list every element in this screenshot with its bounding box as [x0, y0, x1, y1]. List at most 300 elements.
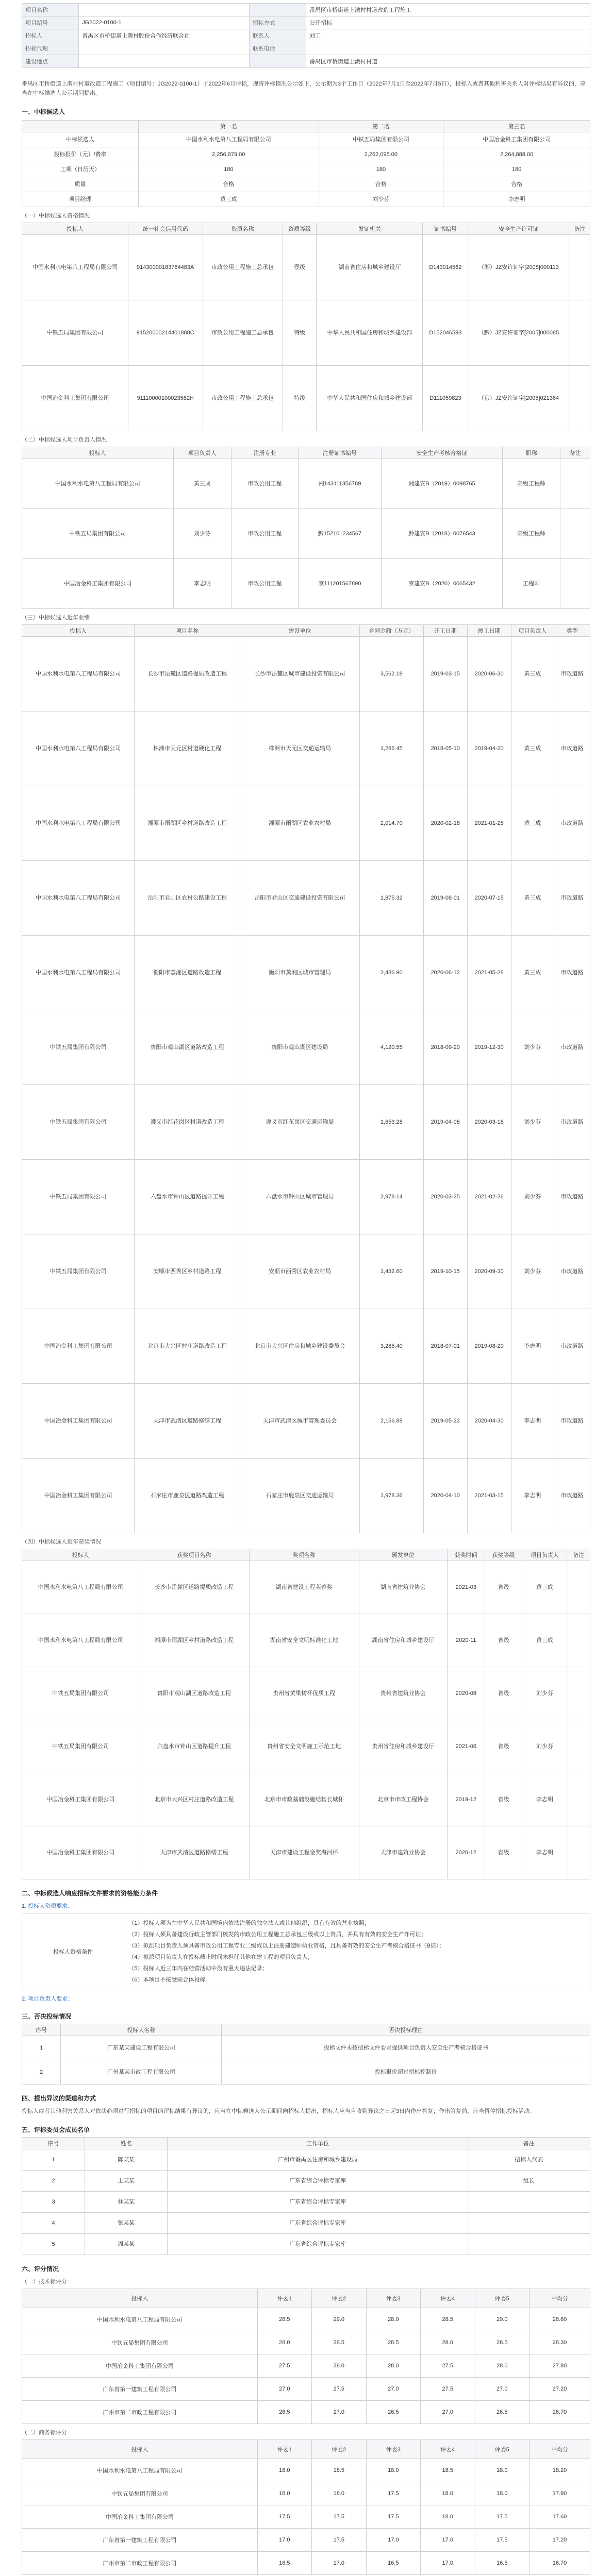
column-header: 证书编号 [423, 223, 468, 235]
table-cell: 李志明 [511, 1459, 554, 1533]
table-row [22, 1826, 590, 1879]
column-header: 否决投标理由 [222, 2024, 590, 2036]
table-cell: 岳阳市君山区农村公路建设工程 [135, 861, 240, 936]
table-cell: 28.0 [421, 2331, 475, 2354]
table-cell: 中国冶金科工集团有限公司 [22, 2505, 258, 2529]
table-cell: 180 [443, 162, 590, 177]
section-subtitle: （二）中标候选人项目负责人情况 [22, 437, 107, 443]
table-row [22, 2354, 590, 2378]
table-cell: 17.0 [366, 2529, 420, 2552]
table-cell: 广东省综合评标专家库 [168, 2192, 468, 2213]
table-row [22, 2529, 590, 2552]
table-cell: 28.5 [366, 2331, 420, 2354]
column-header: 资质名称 [203, 223, 283, 235]
header-row [22, 55, 590, 68]
header-value [79, 4, 250, 16]
table-cell: 28.0 [312, 2354, 366, 2378]
table-cell: 18.5 [312, 2459, 366, 2482]
table-row [22, 711, 590, 786]
table-header-row [22, 2138, 590, 2149]
table-cell: 91110000100023582H [128, 366, 203, 431]
table-cell: 省级 [485, 1720, 522, 1773]
table-row [22, 2060, 590, 2084]
table-cell: 27.5 [257, 2354, 311, 2378]
table-cell: 28.60 [529, 2308, 590, 2331]
table-header-row [22, 447, 590, 459]
performance-table [22, 624, 590, 1533]
table-cell: 天津市建设工程金奖海河杯 [249, 1826, 359, 1879]
qual-item: （2）投标人须具备建设行政主管部门核发的市政公用工程施工总承包三级或以上资质，并具有有效的安全生产许可证； [128, 1931, 427, 1938]
table-cell: 贵州省住房和城乡建设厅 [359, 1720, 447, 1773]
table-cell: D152046593 [423, 300, 468, 366]
table-header-row [22, 2024, 590, 2036]
qual-item: （5）投标人近三年内在经营活动中没有重大违法记录； [128, 1965, 268, 1972]
column-header: 评委1 [257, 2440, 311, 2459]
table-cell: 2019-04-08 [423, 1085, 467, 1160]
table-cell: （京）JZ安许证字[2005]021364 [468, 366, 569, 431]
table-cell: 2020-07-15 [467, 861, 511, 936]
table-cell: 中铁五局集团有限公司 [22, 1720, 139, 1773]
table-cell: 市政道路 [554, 1234, 590, 1309]
table-cell: 投标文件未按招标文件要求提供项目负责人安全生产考核合格证书 [222, 2036, 590, 2060]
column-header: 合同金额（万元） [359, 625, 423, 637]
table-cell: 省级 [485, 1561, 522, 1614]
table-cell: 湘143111356789 [299, 459, 382, 509]
column-header: 评委2 [312, 2440, 366, 2459]
committee-table [22, 2137, 590, 2255]
table-cell: 2021-02-26 [467, 1160, 511, 1234]
qual-text-items [124, 1913, 590, 1990]
table-cell: 中铁五局集团有限公司 [22, 2331, 258, 2354]
table-row [22, 637, 590, 711]
table-cell: 2019-08-20 [467, 1309, 511, 1384]
table-cell: 2020-12 [447, 1826, 485, 1879]
table-cell: 市政公用工程施工总承包 [203, 235, 283, 300]
table-row [22, 2149, 590, 2171]
table-cell: 180 [319, 162, 443, 177]
column-header: 评委4 [421, 2440, 475, 2459]
table-cell: 28.30 [529, 2331, 590, 2354]
table-cell: 广东省综合评标专家库 [168, 2213, 468, 2234]
table-row [22, 235, 590, 300]
table-cell: 黄三成 [522, 1561, 567, 1614]
table-cell: 张某某 [85, 2213, 168, 2234]
table-cell [560, 509, 590, 559]
table-cell: 市政道路 [554, 1309, 590, 1384]
table-cell: 2021-03-15 [467, 1459, 511, 1533]
table-cell [567, 1773, 590, 1826]
table-cell: 市政道路 [554, 786, 590, 861]
table-row [22, 300, 590, 366]
table-cell [468, 2213, 590, 2234]
table-cell: 91430000183764483A [128, 235, 203, 300]
table-cell: 李志明 [443, 192, 590, 207]
table-cell: 27.5 [312, 2378, 366, 2401]
candidates-table [22, 120, 590, 207]
header-value [306, 42, 590, 55]
table-cell: 28.0 [475, 2354, 529, 2378]
table-cell: 周某某 [85, 2234, 168, 2255]
table-cell: 北京市市政基础设施结构长城杯 [249, 1773, 359, 1826]
table-cell: 六盘水市钟山区道路提升工程 [135, 1160, 240, 1234]
header-label: 招标代理 [22, 42, 79, 55]
table-cell: 广东省综合评标专家库 [168, 2171, 468, 2192]
qual-item: （4）拟派项目负责人在投标截止时间未担任其他在建工程的项目负责人； [128, 1954, 313, 1960]
table-cell: 黄三成 [511, 936, 554, 1010]
table-cell: 合格 [138, 177, 319, 192]
table-row [22, 366, 590, 431]
table-cell: 18.0 [421, 2505, 475, 2529]
table-row [22, 162, 590, 177]
table-cell: 中铁五局集团有限公司 [22, 1234, 135, 1309]
table-cell: 刘少芬 [511, 1010, 554, 1085]
table-row [22, 559, 590, 609]
column-header: 序号 [22, 2024, 61, 2036]
table-cell: 高级工程师 [503, 459, 560, 509]
column-header: 安全生产许可证 [468, 223, 569, 235]
table-cell: 18.0 [475, 2482, 529, 2505]
table-cell: 广州市番禺区住房和城乡建设局 [168, 2149, 468, 2171]
table-cell: 黄三成 [511, 786, 554, 861]
table-cell [468, 2192, 590, 2213]
table-header-row [22, 223, 590, 235]
table-cell: 18.0 [475, 2459, 529, 2482]
table-cell: 27.20 [529, 2378, 590, 2401]
table-cell: 黄三成 [522, 1614, 567, 1667]
table-cell: 中铁五局集团有限公司 [319, 132, 443, 147]
table-cell: 陈某某 [85, 2149, 168, 2171]
table-cell [560, 559, 590, 609]
table-row [22, 1234, 590, 1309]
table-cell [567, 1826, 590, 1879]
table-cell: 省级 [485, 1826, 522, 1879]
table-row [22, 1720, 590, 1773]
table-cell: 市政道路 [554, 936, 590, 1010]
table-cell: 贵阳市观山湖区建设局 [240, 1010, 360, 1085]
header-value: 番禺区市桥街道上漖村村道 [306, 55, 590, 68]
table-cell: 黄三成 [511, 637, 554, 711]
table-cell: 湖南省住房和城乡建设厅 [317, 235, 423, 300]
column-header [22, 121, 139, 132]
table-cell: 26.5 [366, 2401, 420, 2424]
table-cell: 湖南省安全文明标准化工地 [249, 1614, 359, 1667]
table-cell: 安顺市西秀区乡村道路工程 [135, 1234, 240, 1309]
table-cell: 湘潭市雨湖区农业农村局 [240, 786, 360, 861]
table-cell: 中国冶金科工集团有限公司 [22, 2354, 258, 2378]
table-cell: 遵义市红花岗区村道改造工程 [135, 1085, 240, 1160]
column-header: 统一社会信用代码 [128, 223, 203, 235]
header-value: 番禺区市桥街道上漖村村道改造工程施工 [306, 4, 590, 16]
table-cell: 16.5 [257, 2552, 311, 2575]
table-cell: 2020-03-25 [423, 1160, 467, 1234]
table-cell: 中国水利水电第八工程局有限公司 [22, 637, 135, 711]
table-row [22, 2308, 590, 2331]
column-header: 第二名 [319, 121, 443, 132]
table-cell: 广东省第一建筑工程有限公司 [22, 2378, 258, 2401]
table-cell: 1 [22, 2036, 61, 2060]
table-cell: 18.5 [421, 2459, 475, 2482]
table-cell: 市政公用工程施工总承包 [203, 366, 283, 431]
table-row [22, 2459, 590, 2482]
table-cell: （黔）JZ安许证字[2005]000085 [468, 300, 569, 366]
table-cell: 中国水利水电第八工程局有限公司 [22, 786, 135, 861]
table-row [22, 1561, 590, 1614]
table-cell: 市政道路 [554, 1384, 590, 1459]
table-cell: 省级 [485, 1773, 522, 1826]
header-label: 项目名称 [22, 4, 79, 16]
table-cell: 投标报价超过招标控制价 [222, 2060, 590, 2084]
table-cell: 2019-04-20 [467, 711, 511, 786]
column-header: 评委2 [312, 2289, 366, 2308]
qual-item: （1）投标人须为在中华人民共和国境内依法注册的独立法人或其他组织，具有有效的营业执照； [128, 1920, 370, 1926]
table-cell: 长沙市岳麓区道路提质改造工程 [135, 637, 240, 711]
table-cell: 贵州省黄果树杯优质工程 [249, 1667, 359, 1720]
column-header: 评委3 [366, 2440, 420, 2459]
table-cell: 27.5 [421, 2354, 475, 2378]
table-cell: 李志明 [511, 1309, 554, 1384]
table-cell: 中国水利水电第八工程局有限公司 [22, 1614, 139, 1667]
section-title: 四、提出异议的渠道和方式 [22, 2095, 96, 2102]
table-cell: 高级工程师 [503, 509, 560, 559]
column-header: 评委5 [475, 2289, 529, 2308]
column-header: 第三名 [443, 121, 590, 132]
table-cell: 1,978.36 [359, 1459, 423, 1533]
table-row [22, 2213, 590, 2234]
table-header-row [22, 2289, 590, 2308]
table-cell: 湘建安B（2019）0098765 [381, 459, 502, 509]
column-header: 评委3 [366, 2289, 420, 2308]
section-subtitle: （三）中标候选人近年业绩 [22, 615, 90, 621]
score-table [22, 2439, 590, 2575]
table-cell: 2019-05-22 [423, 1384, 467, 1459]
table-cell: 1,432.60 [359, 1234, 423, 1309]
table-cell: 省级 [485, 1667, 522, 1720]
table-cell: 株洲市天元区交通运输局 [240, 711, 360, 786]
table-cell: 质量 [22, 177, 139, 192]
column-header: 平均分 [529, 2440, 590, 2459]
objection-text: 投标人或者其他利害关系人对依法必须进行招标的项目的评标结果有异议的，应当在中标候选人公示期间向招标人提出，招标人应当自收到异议之日起3日内作出答复；作出答复前，应当暂停招标投标活动。 [22, 2108, 536, 2114]
column-header: 投标人 [22, 223, 128, 235]
table-cell: 27.0 [421, 2401, 475, 2424]
table-row [22, 1309, 590, 1384]
table-cell: 中铁五局集团有限公司 [22, 509, 174, 559]
table-cell: 长沙市岳麓区城市建设投资有限公司 [240, 637, 360, 711]
column-header: 第一名 [138, 121, 319, 132]
table-cell: 29.0 [475, 2308, 529, 2331]
qual-item: （6）本项目不接受联合体投标。 [128, 1977, 211, 1983]
header-value: 刘工 [306, 29, 590, 42]
table-row [22, 2552, 590, 2575]
table-row [22, 2171, 590, 2192]
section-title: 三、否决投标情况 [22, 2013, 72, 2020]
table-cell: 中铁五局集团有限公司 [22, 1010, 135, 1085]
table-row [22, 1459, 590, 1533]
column-header: 颁发单位 [359, 1549, 447, 1561]
table-cell: 3 [22, 2192, 85, 2213]
table-cell: 中国冶金科工集团有限公司 [22, 366, 128, 431]
table-cell: 中铁五局集团有限公司 [22, 1085, 135, 1160]
header-label: 联系人 [249, 29, 306, 42]
table-cell: 1,286.45 [359, 711, 423, 786]
table-cell: 16.70 [529, 2552, 590, 2575]
table-cell: 天津市建筑业协会 [359, 1826, 447, 1879]
table-cell: 28.5 [312, 2331, 366, 2354]
table-row [22, 2482, 590, 2505]
table-cell: 26.5 [475, 2401, 529, 2424]
table-cell: 石家庄市鹿泉区道路改造工程 [135, 1459, 240, 1533]
table-cell: 湖南省建筑业协会 [359, 1561, 447, 1614]
table-cell: 17.0 [312, 2552, 366, 2575]
table-cell: 市政道路 [554, 1010, 590, 1085]
table-cell: 2020-11 [447, 1614, 485, 1667]
table-cell: 27.0 [475, 2378, 529, 2401]
table-row [22, 2505, 590, 2529]
table-cell: 北京市大兴区村庄道路改造工程 [139, 1773, 249, 1826]
table-cell [567, 1720, 590, 1773]
table-cell: 18.0 [421, 2482, 475, 2505]
table-cell: 贵州省安全文明施工示范工地 [249, 1720, 359, 1773]
table-cell: 26.70 [529, 2401, 590, 2424]
column-header: 投标人 [22, 625, 135, 637]
header-label [249, 4, 306, 16]
table-cell: 4 [22, 2213, 85, 2234]
section-title: 二、中标候选人响应招标文件要求的资格能力条件 [22, 1890, 158, 1897]
table-cell: 王某某 [85, 2171, 168, 2192]
table-cell: 28.0 [366, 2354, 420, 2378]
table-cell: 黄三成 [511, 861, 554, 936]
table-cell: 中国水利水电第八工程局有限公司 [22, 936, 135, 1010]
table-cell: 湖南省住房和城乡建设厅 [359, 1614, 447, 1667]
table-cell: 28.0 [257, 2331, 311, 2354]
table-cell: 京111201567890 [299, 559, 382, 609]
table-cell: 27.0 [366, 2378, 420, 2401]
table-cell: 17.0 [421, 2529, 475, 2552]
column-header: 开工日期 [423, 625, 467, 637]
column-header: 备注 [569, 223, 590, 235]
header-value: 公开招标 [306, 16, 590, 29]
table-cell [569, 300, 590, 366]
table-cell: 29.0 [312, 2308, 366, 2331]
table-cell: 28.5 [475, 2331, 529, 2354]
table-cell: 2020-06-30 [467, 637, 511, 711]
column-header: 获奖等级 [485, 1549, 522, 1561]
table-cell: 黄三成 [138, 192, 319, 207]
table-cell: 2,262,095.00 [319, 147, 443, 162]
table-cell: 2 [22, 2060, 61, 2084]
table-cell: 2019-10-15 [423, 1234, 467, 1309]
column-header: 投标人 [22, 1549, 139, 1561]
table-cell: 刘少芬 [522, 1667, 567, 1720]
column-header: 竣工日期 [467, 625, 511, 637]
table-cell: 2,436.90 [359, 936, 423, 1010]
table-cell: 市政道路 [554, 1459, 590, 1533]
table-row [22, 2378, 590, 2401]
column-header: 项目名称 [135, 625, 240, 637]
table-cell: 180 [138, 162, 319, 177]
table-cell: 市政公用工程 [231, 559, 298, 609]
table-cell: 2020-08 [447, 1667, 485, 1720]
table-cell: 中华人民共和国住房和城乡建设部 [317, 366, 423, 431]
table-cell: 贵阳市观山湖区道路改造工程 [135, 1010, 240, 1085]
table-cell: 天津市武清区城市管理委员会 [240, 1384, 360, 1459]
table-cell: 市政道路 [554, 1160, 590, 1234]
table-cell: 17.5 [366, 2505, 420, 2529]
table-cell [567, 1614, 590, 1667]
table-row [22, 1010, 590, 1085]
table-cell: 2,256,879.00 [138, 147, 319, 162]
table-cell: 2020-04-30 [467, 1384, 511, 1459]
column-header: 投标人 [22, 2289, 258, 2308]
column-header: 备注 [560, 447, 590, 459]
table-cell: 六盘水市钟山区城市管理局 [240, 1160, 360, 1234]
table-cell: 刘少芬 [173, 509, 231, 559]
table-cell: 17.0 [421, 2552, 475, 2575]
score-table-title: （一）技术标评分 [22, 2279, 67, 2285]
column-header: 项目负责人 [522, 1549, 567, 1561]
table-cell: 中国水利水电第八工程局有限公司 [22, 711, 135, 786]
column-header: 类型 [554, 625, 590, 637]
table-cell: 3,562.18 [359, 637, 423, 711]
table-cell: 中国冶金科工集团有限公司 [443, 132, 590, 147]
table-cell: 广州某某市政工程有限公司 [61, 2060, 222, 2084]
score-table [22, 2289, 590, 2424]
header-label: 招标方式 [249, 16, 306, 29]
table-cell: 安顺市西秀区农业农村局 [240, 1234, 360, 1309]
table-cell: 刘少芬 [522, 1720, 567, 1773]
table-cell: 李志明 [522, 1773, 567, 1826]
table-header-row [22, 2440, 590, 2459]
header-value [79, 55, 250, 68]
table-cell: 18.0 [257, 2459, 311, 2482]
section-subtitle: （四）中标候选人近年获奖情况 [22, 1539, 101, 1545]
section-title: 六、评分情况 [22, 2265, 59, 2273]
table-cell: 2021-06 [447, 1720, 485, 1773]
header-value: 番禺区市桥街道上漖村股份合作经济联合社 [79, 29, 250, 42]
table-cell: 衡阳市蒸湘区城市管理局 [240, 936, 360, 1010]
table-cell [468, 2234, 590, 2255]
column-header: 项目负责人 [173, 447, 231, 459]
table-cell: 京建安B（2020）0065432 [381, 559, 502, 609]
table-cell: 中国水利水电第八工程局有限公司 [22, 861, 135, 936]
table-cell: 2,156.88 [359, 1384, 423, 1459]
table-cell: 工程师 [503, 559, 560, 609]
table-row [22, 936, 590, 1010]
table-cell: 黔152101234567 [299, 509, 382, 559]
table-cell: 1,653.28 [359, 1085, 423, 1160]
table-cell: 刘少芬 [511, 1085, 554, 1160]
table-cell [569, 235, 590, 300]
table-cell: D111059823 [423, 366, 468, 431]
column-header: 备注 [567, 1549, 590, 1561]
table-cell: 贵阳市观山湖区道路改造工程 [139, 1667, 249, 1720]
column-header: 注册证书编号 [299, 447, 382, 459]
column-header: 注册专业 [231, 447, 298, 459]
table-cell: 2020-03-18 [467, 1085, 511, 1160]
table-cell [569, 366, 590, 431]
column-header: 工作单位 [168, 2138, 468, 2149]
table-cell: 中国冶金科工集团有限公司 [22, 1384, 135, 1459]
header-label [249, 55, 306, 68]
intro-text: 番禺区市桥街道上漖村村道改造工程施工（项目编号：JG2022-0100-1）于2022年6月评标，现将评标情况公示如下，公示期为3个工作日（2022年7月1日至2022年7月5日），投标人或者其他利害关系人对评标结果有异议的，应当在中标候选人公示期间提出。 [22, 81, 586, 96]
table-cell: 广东省第一建筑工程有限公司 [22, 2529, 258, 2552]
qual-item: （3）拟派项目负责人须具备市政公用工程专业二级或以上注册建造师执业资格，且具备有效的安全生产考核合格证书（B证）； [128, 1943, 445, 1949]
column-header: 安全生产考核合格证 [381, 447, 502, 459]
header-label: 联系电话 [249, 42, 306, 55]
section-subtitle: 2. 项目负责人要求： [22, 1996, 74, 2002]
table-cell: 2 [22, 2171, 85, 2192]
table-cell: 市政道路 [554, 711, 590, 786]
table-cell: 16.5 [475, 2552, 529, 2575]
